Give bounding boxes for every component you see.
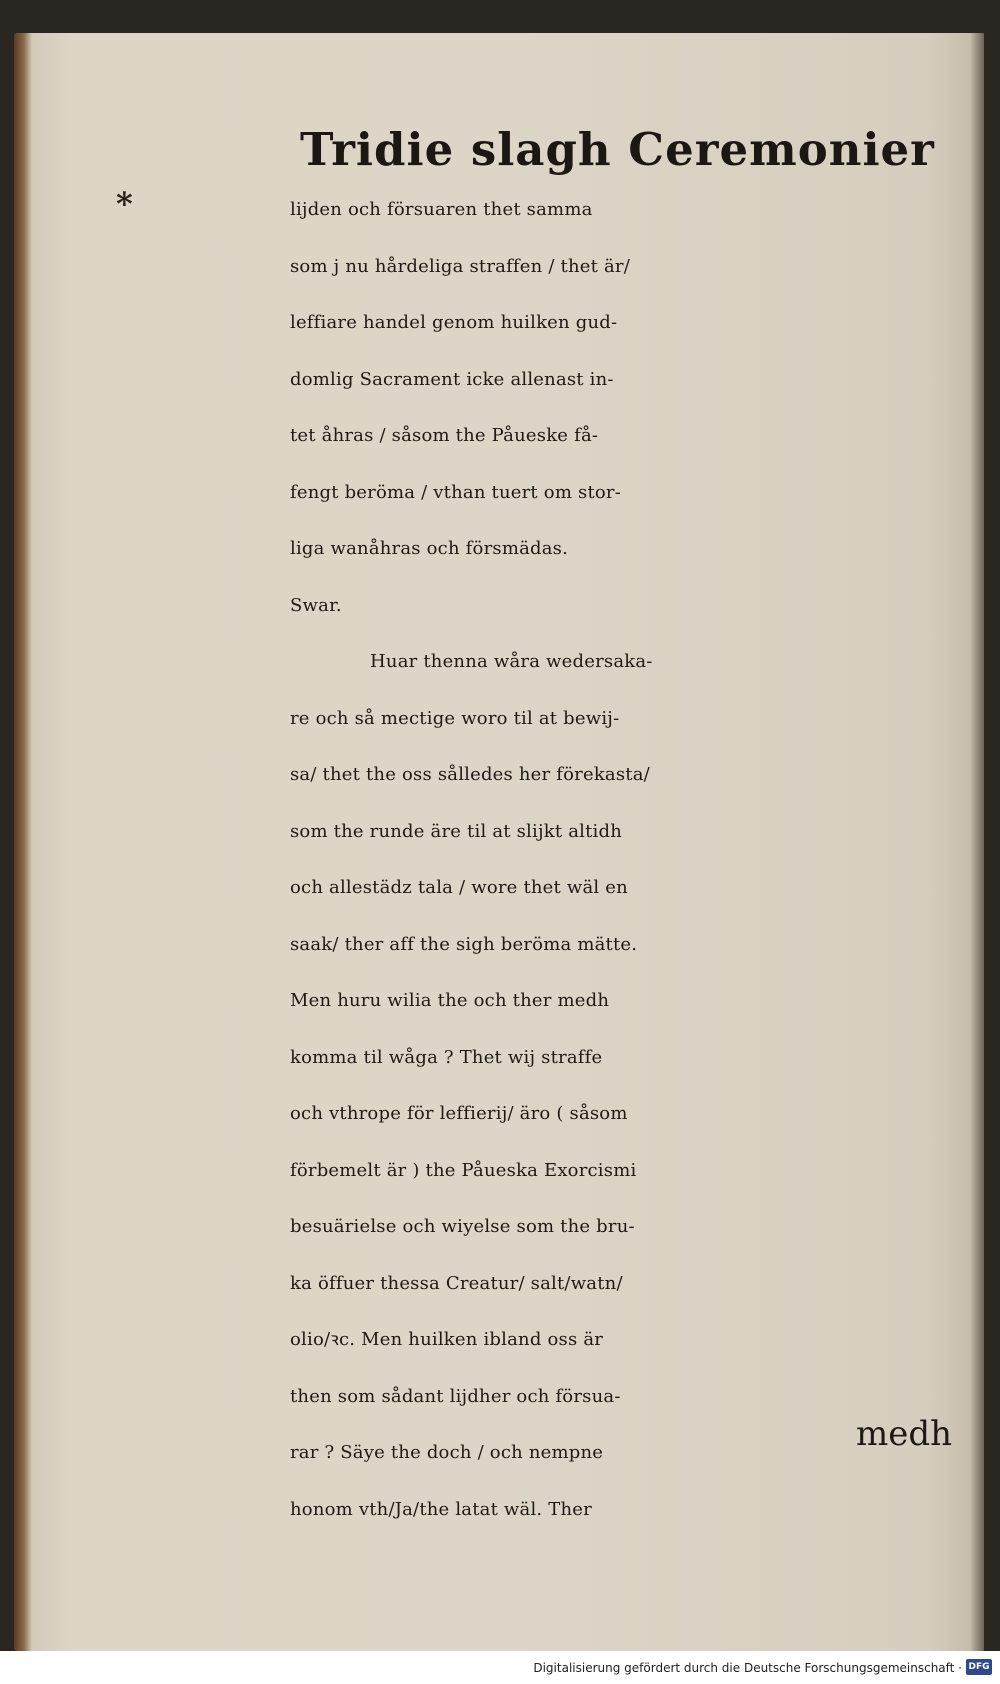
text-line: ka öffuer thessa Creatur/ salt/watn/	[290, 1272, 623, 1294]
digitization-credit: Digitalisierung gefördert durch die Deutsche Forschungsgemeinschaft ·	[533, 1661, 962, 1675]
text-line: fengt beröma / vthan tuert om stor-	[290, 481, 622, 503]
text-line: saak/ ther aff the sigh beröma mätte.	[290, 933, 638, 955]
text-line: re och så mectige woro til at bewij-	[290, 707, 620, 729]
body-text	[290, 182, 970, 1538]
text-line: leffiare handel genom huilken gud-	[290, 312, 618, 333]
page-heading: Tridie slagh Ceremonier	[300, 123, 935, 176]
text-line: Huar thenna wåra wedersaka-	[370, 651, 653, 672]
catchword: medh	[855, 1414, 952, 1454]
text-line: domlig Sacrament icke allenast in-	[290, 368, 614, 390]
text-line: tet åhras / såsom the Påueske få-	[290, 425, 599, 446]
text-line: then som sådant lijdher och försua-	[290, 1385, 621, 1407]
text-line: som j nu hårdeliga straffen / thet är/	[290, 255, 630, 277]
text-line: sa/ thet the oss sålledes her förekasta/	[290, 764, 650, 785]
text-line: och vthrope för leffierij/ äro ( såsom	[290, 1103, 628, 1124]
text-line: liga wanåhras och försmädas.	[290, 538, 569, 559]
text-line: besuärielse och wiyelse som the bru-	[290, 1216, 635, 1237]
text-line: och allestädz tala / wore thet wäl en	[290, 877, 628, 898]
text-line: honom vth/Ja/the latat wäl. Ther	[290, 1498, 592, 1520]
text-line: Men huru wilia the och ther medh	[290, 990, 610, 1011]
text-line: rar ? Säye the doch / och nempne	[290, 1442, 604, 1463]
text-line: komma til wåga ? Thet wij straffe	[290, 1046, 603, 1068]
dfg-logo: DFG	[966, 1659, 992, 1675]
text-line: lijden och försuaren thet samma	[290, 199, 593, 220]
text-line: som the runde äre til at slijkt altidh	[290, 820, 623, 842]
text-line: förbemelt är ) the Påueska Exorcismi	[290, 1159, 637, 1181]
marginal-asterisk: *	[116, 185, 133, 223]
text-line: olio/ꝛc. Men huilken ibland oss är	[290, 1329, 604, 1350]
text-line: Swar.	[290, 594, 342, 616]
page-binding-edge	[14, 33, 32, 1651]
page-right-shadow	[970, 33, 984, 1651]
